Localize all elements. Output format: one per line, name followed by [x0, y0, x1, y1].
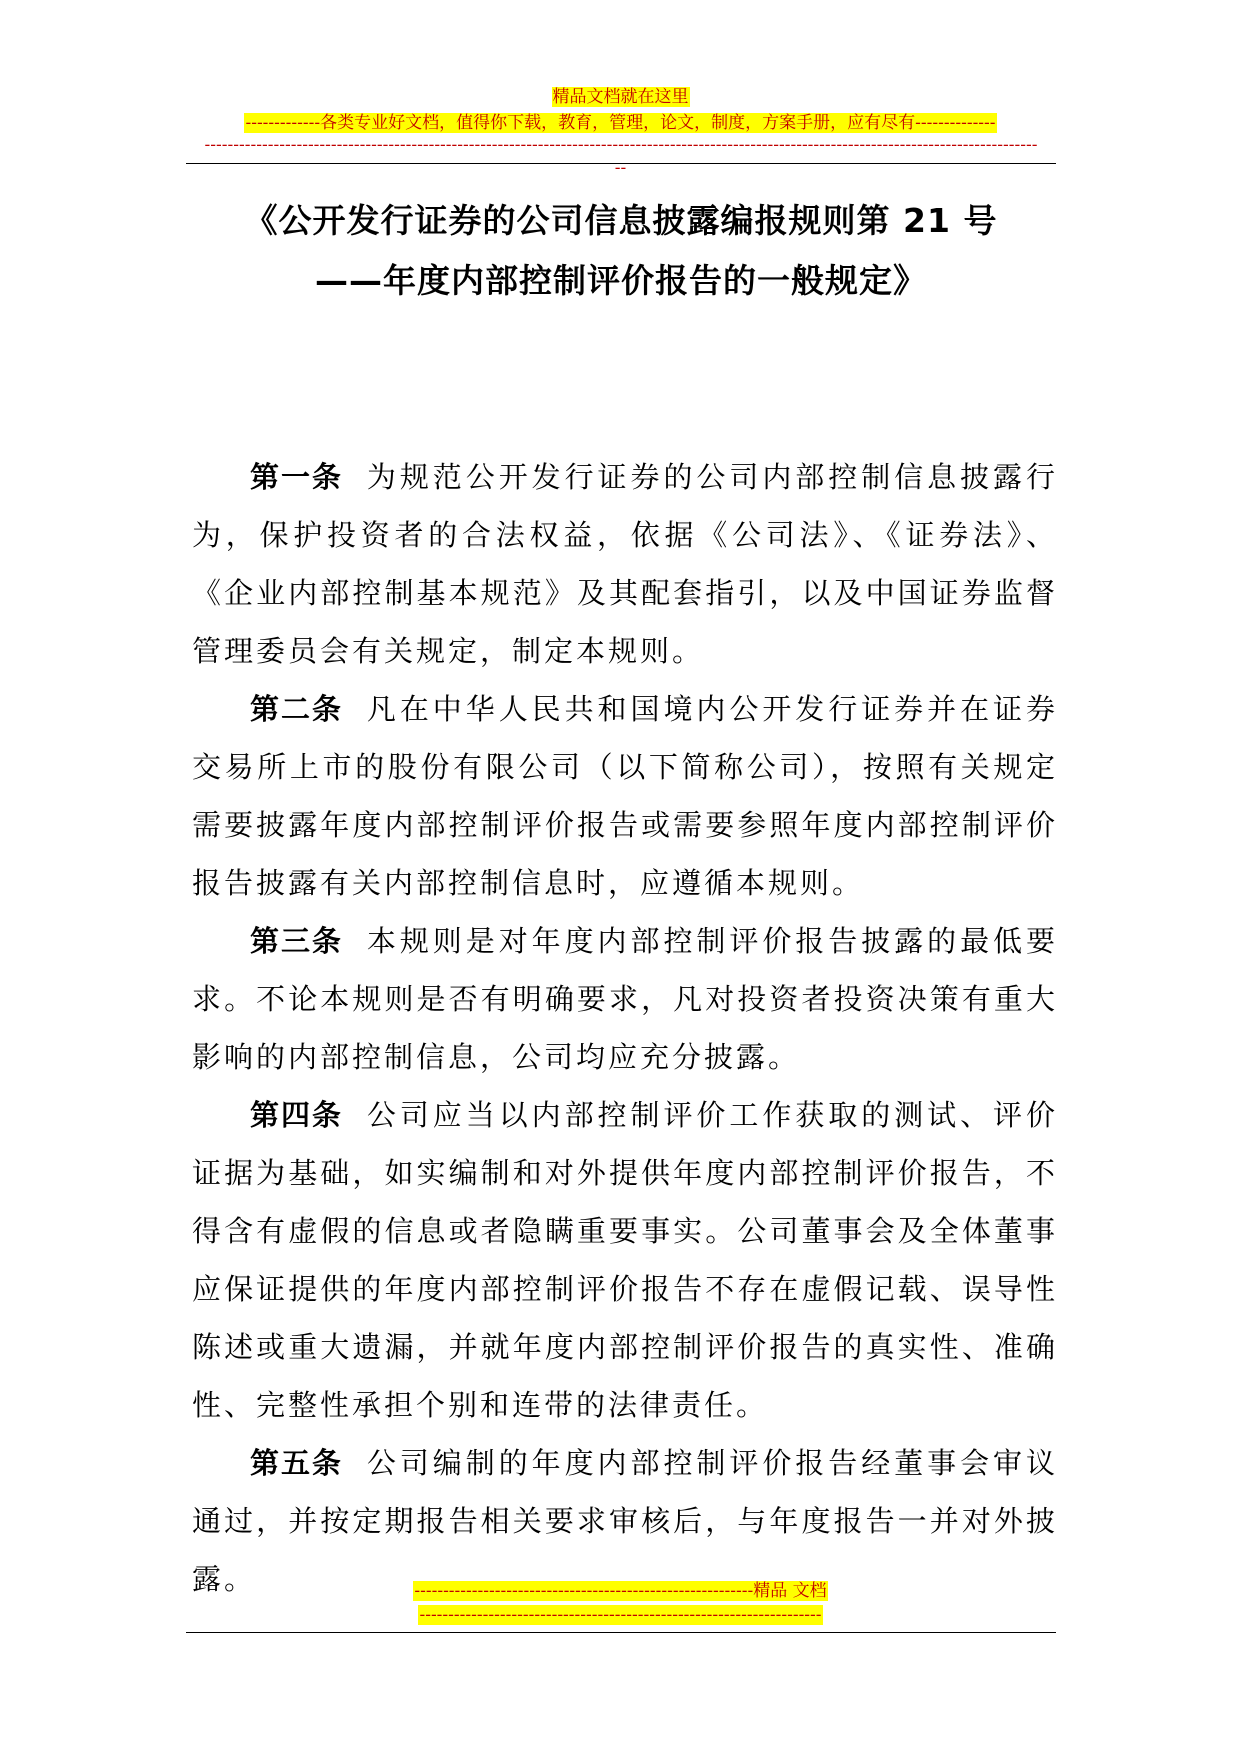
article-3-label: 第三条	[250, 924, 343, 958]
article-3-text: 本规则是对年度内部控制评价报告披露的最低要求。不论本规则是否有明确要求，凡对投资者投资决策有重大影响的内部控制信息，公司均应充分披露。	[192, 924, 1058, 1074]
footer-line-1-text: -----------------------------------------------------------精品 文档	[414, 1581, 827, 1601]
article-5-label: 第五条	[250, 1446, 343, 1480]
article-3	[192, 912, 1058, 1086]
article-5-text: 公司编制的年度内部控制评价报告经董事会审议通过，并按定期报告相关要求审核后，与年度报告一并对外披露。	[192, 1446, 1058, 1596]
document-title-line-1: 《公开发行证券的公司信息披露编报规则第 21 号	[244, 201, 998, 240]
article-2-label: 第二条	[250, 692, 343, 726]
article-4-text: 公司应当以内部控制评价工作获取的测试、评价证据为基础，如实编制和对外提供年度内部控制评价报告，不得含有虚假的信息或者隐瞒重要事实。公司董事会及全体董事应保证提供的年度内部控制评价报告不存在虚假记载、误导性陈述或重大遗漏，并就年度内部控制评价报告的真实性、准确性、完整性承担个别和连带的法律责任。	[192, 1098, 1058, 1422]
document-body	[192, 448, 1058, 1608]
header-rule	[186, 163, 1056, 164]
article-4	[192, 1086, 1058, 1434]
document-title-line-2: ——年度内部控制评价报告的一般规定》	[315, 261, 927, 300]
header-tagline	[0, 112, 1241, 134]
header-top-label-text: 精品文档就在这里	[552, 87, 689, 107]
footer-line-2	[0, 1604, 1241, 1626]
article-2	[192, 680, 1058, 912]
article-1	[192, 448, 1058, 680]
header-dash-line: -------------------------------------------------------------------------------------------------------------------------------------------------	[204, 135, 1038, 155]
article-1-label: 第一条	[250, 460, 343, 494]
footer-line-2-text: ----------------------------------------------------------------------	[419, 1605, 822, 1625]
footer-rule	[186, 1632, 1056, 1633]
header-dash-line-end: --	[614, 158, 627, 178]
header-tagline-text: -------------各类专业好文档，值得你下载，教育，管理，论文，制度，方案手册，应有尽有--------------	[245, 113, 996, 133]
footer-line-1	[0, 1580, 1241, 1602]
article-1-text: 为规范公开发行证券的公司内部控制信息披露行为，保护投资者的合法权益，依据《公司法》、《证券法》、《企业内部控制基本规范》及其配套指引，以及中国证券监督管理委员会有关规定，制定本规则。	[192, 460, 1058, 668]
header-top-label	[0, 86, 1241, 108]
article-2-text: 凡在中华人民共和国境内公开发行证券并在证券交易所上市的股份有限公司（以下简称公司），按照有关规定需要披露年度内部控制评价报告或需要参照年度内部控制评价报告披露有关内部控制信息时，应遵循本规则。	[192, 692, 1058, 900]
article-4-label: 第四条	[250, 1098, 343, 1132]
